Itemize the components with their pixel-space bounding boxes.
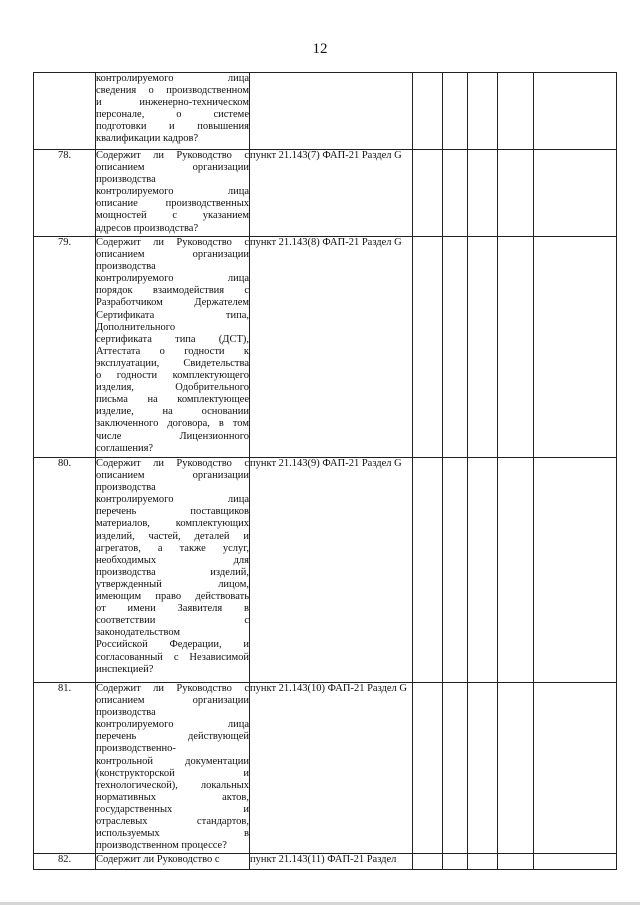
question-line: Содержит ли Руководство с xyxy=(96,458,249,469)
answer-cell xyxy=(443,683,468,854)
question-line: описанием организации xyxy=(96,162,249,174)
question-line: о годности комплектующего xyxy=(96,370,249,382)
question-line: производственном процессе? xyxy=(96,840,227,852)
question-line: Сертификата типа, xyxy=(96,309,249,321)
item-number: 81. xyxy=(34,683,96,854)
question-line: Содержит ли Руководство с xyxy=(96,683,249,694)
answer-cell xyxy=(534,458,617,683)
question-line: производства xyxy=(96,482,156,494)
table-row xyxy=(34,458,617,683)
question-line: изделия, Одобрительного xyxy=(96,382,249,394)
question-line: производственно- xyxy=(96,743,176,755)
question-line: изделие, на основании xyxy=(96,406,249,418)
answer-cell xyxy=(534,237,617,458)
question-line: контролируемого лица xyxy=(96,73,249,84)
reference-cell: пункт 21.143(10) ФАП-21 Раздел G xyxy=(250,683,413,854)
question-line: Содержит ли Руководство с xyxy=(96,150,249,161)
question-cell xyxy=(96,854,250,870)
question-line: описанием организации xyxy=(96,249,249,261)
answer-cell xyxy=(443,458,468,683)
question-cell xyxy=(96,73,250,150)
answer-cell xyxy=(498,237,534,458)
question-cell xyxy=(96,237,250,458)
question-line: эксплуатации, Свидетельства xyxy=(96,357,249,369)
question-line: законодательством xyxy=(96,627,181,639)
answer-cell xyxy=(468,854,498,870)
item-number: 80. xyxy=(34,458,96,683)
question-line: адресов производства? xyxy=(96,222,199,234)
answer-cell xyxy=(468,458,498,683)
question-cell xyxy=(96,458,250,683)
question-line: технологической), локальных xyxy=(96,779,249,791)
answer-cell xyxy=(413,73,443,150)
checklist-table xyxy=(33,72,617,870)
question-line: (конструкторской и xyxy=(96,767,249,779)
question-line: нормативных актов, xyxy=(96,791,249,803)
question-line: перечень действующей xyxy=(96,731,249,743)
question-line: производства xyxy=(96,261,156,273)
answer-cell xyxy=(468,150,498,237)
question-line: материалов, комплектующих xyxy=(96,518,249,530)
table-row xyxy=(34,854,617,870)
question-line: имеющим право действовать xyxy=(96,591,249,603)
question-line: производства изделий, xyxy=(96,566,249,578)
question-line: персонале, о системе xyxy=(96,109,249,121)
answer-cell xyxy=(498,683,534,854)
answer-cell xyxy=(443,150,468,237)
question-line: сведения о производственном xyxy=(96,85,249,97)
question-line: изделий, частей, деталей и xyxy=(96,530,249,542)
question-line: Дополнительного xyxy=(96,321,176,333)
answer-cell xyxy=(413,683,443,854)
question-line: контролируемого лица xyxy=(96,186,249,198)
answer-cell xyxy=(413,237,443,458)
item-number xyxy=(34,73,96,150)
question-line: и инженерно-техническом xyxy=(96,97,249,109)
answer-cell xyxy=(534,683,617,854)
question-line: от имени Заявителя в xyxy=(96,603,249,615)
question-line: производства xyxy=(96,174,156,186)
answer-cell xyxy=(443,237,468,458)
answer-cell xyxy=(413,854,443,870)
answer-cell xyxy=(534,854,617,870)
answer-cell xyxy=(498,73,534,150)
question-line: порядок взаимодействия с xyxy=(96,285,249,297)
answer-cell xyxy=(413,458,443,683)
answer-cell xyxy=(468,73,498,150)
page-number: 12 xyxy=(312,41,328,57)
question-line: числе Лицензионного xyxy=(96,430,249,442)
table-row xyxy=(34,150,617,237)
question-line: контрольной документации xyxy=(96,755,249,767)
item-number: 79. xyxy=(34,237,96,458)
reference-cell: пункт 21.143(7) ФАП-21 Раздел G xyxy=(250,150,413,237)
reference-cell: пункт 21.143(9) ФАП-21 Раздел G xyxy=(250,458,413,683)
answer-cell xyxy=(413,150,443,237)
question-line: контролируемого лица xyxy=(96,719,249,731)
question-line: Российской Федерации, и xyxy=(96,639,249,651)
answer-cell xyxy=(534,73,617,150)
answer-cell xyxy=(534,150,617,237)
question-line: сертификата типа (ДСТ), xyxy=(96,333,249,345)
question-line: описанием организации xyxy=(96,695,249,707)
question-line: необходимых для xyxy=(96,554,249,566)
question-line: письма на комплектующее xyxy=(96,394,249,406)
question-line: используемых в xyxy=(96,828,249,840)
question-line: отраслевых стандартов, xyxy=(96,816,249,828)
answer-cell xyxy=(468,237,498,458)
question-line: соответствии с xyxy=(96,615,249,627)
question-line: соглашения? xyxy=(96,442,154,454)
question-cell xyxy=(96,150,250,237)
question-line: согласованный с Независимой xyxy=(96,651,249,663)
question-line: Разработчиком Держателем xyxy=(96,297,249,309)
answer-cell xyxy=(498,854,534,870)
item-number: 82. xyxy=(34,854,96,870)
reference-cell: пункт 21.143(8) ФАП-21 Раздел G xyxy=(250,237,413,458)
answer-cell xyxy=(443,73,468,150)
question-line: агрегатов, а также услуг, xyxy=(96,542,249,554)
answer-cell xyxy=(443,854,468,870)
item-number: 78. xyxy=(34,150,96,237)
table-row xyxy=(34,73,617,150)
answer-cell xyxy=(498,458,534,683)
reference-cell xyxy=(250,73,413,150)
question-line: контролируемого лица xyxy=(96,494,249,506)
question-line: описанием организации xyxy=(96,470,249,482)
table-row xyxy=(34,683,617,854)
question-line: квалификации кадров? xyxy=(96,133,199,145)
question-line: заключенного договора, в том xyxy=(96,418,249,430)
answer-cell xyxy=(468,683,498,854)
answer-cell xyxy=(498,150,534,237)
question-line: Содержит ли Руководство с xyxy=(96,237,249,248)
question-line: описание производственных xyxy=(96,198,249,210)
question-line: государственных и xyxy=(96,803,249,815)
question-line: подготовки и повышения xyxy=(96,121,249,133)
question-line: инспекцией? xyxy=(96,663,154,675)
question-line: контролируемого лица xyxy=(96,273,249,285)
question-line: мощностей с указанием xyxy=(96,210,249,222)
question-cell xyxy=(96,683,250,854)
question-line: производства xyxy=(96,707,156,719)
table-row xyxy=(34,237,617,458)
reference-cell: пункт 21.143(11) ФАП-21 Раздел xyxy=(250,854,413,870)
question-line: Содержит ли Руководство с xyxy=(96,854,220,865)
question-line: перечень поставщиков xyxy=(96,506,249,518)
question-line: Аттестата о годности к xyxy=(96,345,249,357)
question-line: утвержденный лицом, xyxy=(96,578,249,590)
